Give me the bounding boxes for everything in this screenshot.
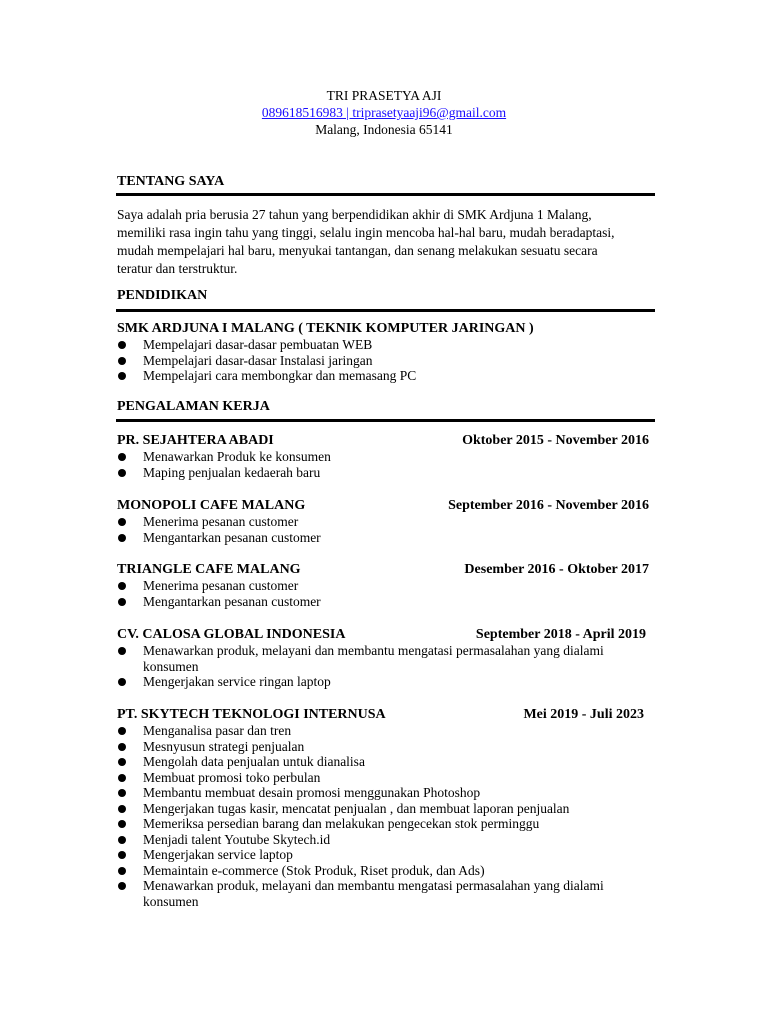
list-item: Memeriksa persedian barang dan melakukan pengecekan stok perminggu (117, 816, 637, 832)
section-divider (116, 193, 655, 196)
bullet-icon (118, 453, 126, 461)
bullet-icon (118, 867, 126, 875)
bullet-icon (118, 647, 126, 655)
education-bullets (117, 337, 637, 384)
bullet-icon (118, 518, 126, 526)
list-item: Menganalisa pasar dan tren (117, 723, 637, 739)
list-item: Mempelajari dasar-dasar Instalasi jaringan (117, 353, 637, 369)
contact-link[interactable]: 089618516983 | triprasetyaaji96@gmail.com (261, 105, 507, 120)
bullet-icon (118, 357, 126, 365)
section-divider (116, 309, 655, 312)
list-item: Menawarkan produk, melayani dan membantu mengatasi permasalahan yang dialami konsumen (117, 878, 637, 909)
about-paragraph: Saya adalah pria berusia 27 tahun yang berpendidikan akhir di SMK Ardjuna 1 Malang, memiliki rasa ingin tahu yang tinggi, selalu ingin mencoba hal-hal baru, mudah beradaptasi, mudah mempelajari hal baru, menyukai tantangan, dan senang melakukan sesuatu secara teratur dan terstruktur. (117, 207, 615, 276)
list-item: Mengerjakan tugas kasir, mencatat penjualan , dan membuat laporan penjualan (117, 801, 637, 817)
list-item: Menawarkan Produk ke konsumen (117, 449, 637, 465)
list-item: Mempelajari dasar-dasar pembuatan WEB (117, 337, 637, 353)
bullet-icon (118, 743, 126, 751)
list-item: Menjadi talent Youtube Skytech.id (117, 832, 637, 848)
company-name: TRIANGLE CAFE MALANG (117, 562, 301, 577)
bullet-icon (118, 727, 126, 735)
list-item: Maping penjualan kedaerah baru (117, 465, 637, 481)
company-name: PR. SEJAHTERA ABADI (117, 433, 274, 448)
list-item: Memaintain e-commerce (Stok Produk, Riset produk, dan Ads) (117, 863, 637, 879)
list-item: Mesnyusun strategi penjualan (117, 739, 637, 755)
list-item: Menawarkan produk, melayani dan membantu mengatasi permasalahan yang dialami konsumen (117, 643, 637, 674)
job-bullets (117, 643, 637, 690)
job-heading (117, 627, 646, 643)
bullet-icon (118, 805, 126, 813)
bullet-icon (118, 678, 126, 686)
list-item: Membantu membuat desain promosi menggunakan Photoshop (117, 785, 637, 801)
section-divider (116, 419, 655, 422)
job-period: Mei 2019 - Juli 2023 (523, 707, 644, 722)
bullet-icon (118, 372, 126, 380)
bullet-icon (118, 789, 126, 797)
job-bullets (117, 514, 637, 545)
bullet-icon (118, 341, 126, 349)
job-heading (117, 498, 649, 514)
list-item: Mengerjakan service laptop (117, 847, 637, 863)
full-name: TRI PRASETYA AJI (326, 88, 442, 103)
list-item: Mengantarkan pesanan customer (117, 594, 637, 610)
bullet-icon (118, 820, 126, 828)
address: Malang, Indonesia 65141 (315, 122, 453, 137)
job-period: September 2016 - November 2016 (448, 498, 649, 513)
bullet-icon (118, 774, 126, 782)
bullet-icon (118, 836, 126, 844)
school-name: SMK ARDJUNA I MALANG ( TEKNIK KOMPUTER JARINGAN ) (117, 321, 534, 336)
bullet-icon (118, 598, 126, 606)
job-period: September 2018 - April 2019 (475, 627, 646, 642)
job-heading (117, 562, 649, 578)
list-item: Membuat promosi toko perbulan (117, 770, 637, 786)
school-heading (117, 321, 649, 337)
job-bullets (117, 723, 637, 909)
company-name: CV. CALOSA GLOBAL INDONESIA (117, 627, 346, 642)
list-item: Mengantarkan pesanan customer (117, 530, 637, 546)
job-bullets (117, 578, 637, 609)
job-period: Oktober 2015 - November 2016 (462, 433, 649, 448)
section-title-about: TENTANG SAYA (117, 174, 225, 189)
list-item: Mengerjakan service ringan laptop (117, 674, 637, 690)
job-heading (117, 707, 644, 723)
job-period: Desember 2016 - Oktober 2017 (464, 562, 649, 577)
section-title-education: PENDIDIKAN (117, 288, 208, 303)
bullet-icon (118, 582, 126, 590)
bullet-icon (118, 758, 126, 766)
job-bullets (117, 449, 637, 480)
bullet-icon (118, 469, 126, 477)
list-item: Menerima pesanan customer (117, 514, 637, 530)
list-item: Mengolah data penjualan untuk dianalisa (117, 754, 637, 770)
list-item: Mempelajari cara membongkar dan memasang PC (117, 368, 637, 384)
job-heading (117, 433, 649, 449)
resume-header (0, 87, 768, 138)
bullet-icon (118, 534, 126, 542)
bullet-icon (118, 851, 126, 859)
section-title-experience: PENGALAMAN KERJA (117, 399, 270, 414)
company-name: PT. SKYTECH TEKNOLOGI INTERNUSA (117, 707, 386, 722)
list-item: Menerima pesanan customer (117, 578, 637, 594)
company-name: MONOPOLI CAFE MALANG (117, 498, 306, 513)
bullet-icon (118, 882, 126, 890)
